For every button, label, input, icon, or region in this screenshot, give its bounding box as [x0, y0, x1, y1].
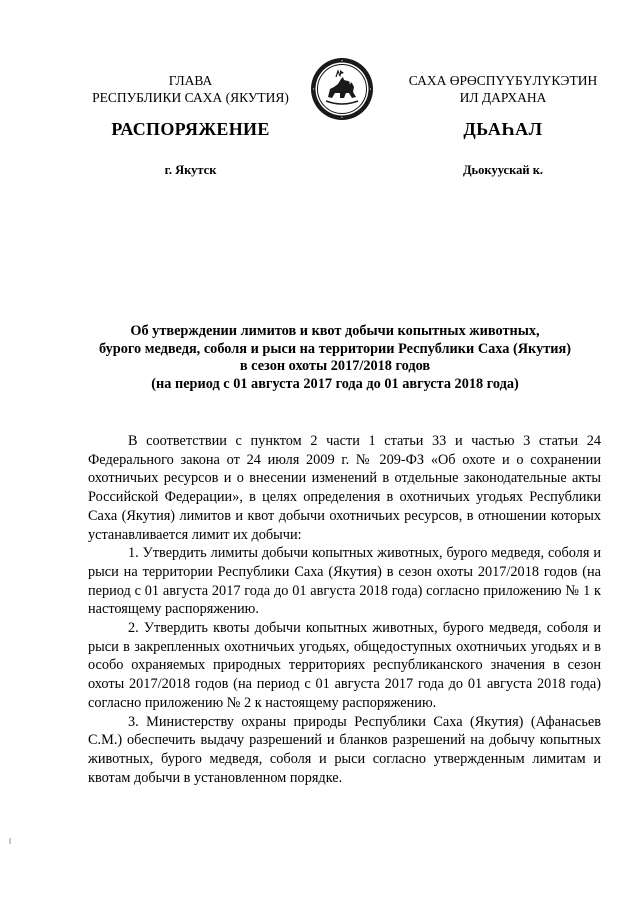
header-right-line1: САХА ӨРӨСПҮҮБҮЛҮКЭТИН [408, 73, 598, 88]
title-line-4: (на период с 01 августа 2017 года до 01 августа 2018 года) [151, 375, 519, 392]
scan-margin-mark [9, 838, 11, 844]
header-right-block [388, 72, 618, 106]
coat-of-arms-emblem-icon [310, 57, 374, 121]
document-body [88, 432, 601, 787]
city-russian: г. Якутск [164, 163, 217, 177]
item-1-paragraph: 1. Утвердить лимиты добычи копытных животных, бурого медведя, соболя и рыси на территории Республики Саха (Якутия) в сезон охоты 2017/2018 годов (на период с 01 августа 2017 года до 01 августа 2018 года) согласно приложению № 1 к настоящему распоряжению. [88, 545, 601, 618]
header-right-line2: ИЛ ДАРХАНА [459, 90, 547, 105]
title-line-1: Об утверждении лимитов и квот добычи копытных животных, [130, 323, 540, 339]
title-line-2: бурого медведя, соболя и рыси на территории Республики Саха (Якутия) [99, 340, 571, 357]
city-yakut: Дьокуускай к. [462, 163, 544, 177]
document-title [70, 323, 600, 393]
item-3-paragraph: 3. Министерству охраны природы Республики Саха (Якутия) (Афанасьев С.М.) обеспечить выдачу разрешений и бланков разрешений на добычу копытных животных, бурого медведя, соболя и рыси согласно утвержденным лимитам и квотам добычи в установленном порядке. [88, 713, 601, 786]
doc-type-russian: РАСПОРЯЖЕНИЕ [111, 119, 270, 139]
preamble-paragraph: В соответствии с пунктом 2 части 1 статьи 33 и частью 3 статьи 24 Федерального закона от 24 июля 2009 г. № 209-ФЗ «Об охоте и о сохранении охотничьих ресурсов и о внесении изменений в отдельные законодательные акты Российской Федерации», в целях определения в охотничьих угодьях Республики Саха (Якутия) лимитов и квот добычи охотничьих ресурсов, в отношении которых устанавливается лимит их добычи: [88, 433, 601, 543]
header-left-line1: ГЛАВА [168, 73, 213, 88]
item-2-paragraph: 2. Утвердить квоты добычи копытных животных, бурого медведя, соболя и рыси в закрепленных охотничьих угодьях, общедоступных охотничьих угодьях и в особо охраняемых природных территориях республиканского значения в сезон охоты 2017/2018 годов (на период с 01 августа 2017 года до 01 августа 2018 года) согласно приложению № 2 к настоящему распоряжению. [88, 620, 601, 711]
doc-type-yakut: ДЬАҺАЛ [463, 119, 543, 139]
header-left-line2: РЕСПУБЛИКИ САХА (ЯКУТИЯ) [92, 90, 289, 105]
title-line-3: в сезон охоты 2017/2018 годов [239, 358, 431, 374]
header-left-block [88, 72, 293, 106]
